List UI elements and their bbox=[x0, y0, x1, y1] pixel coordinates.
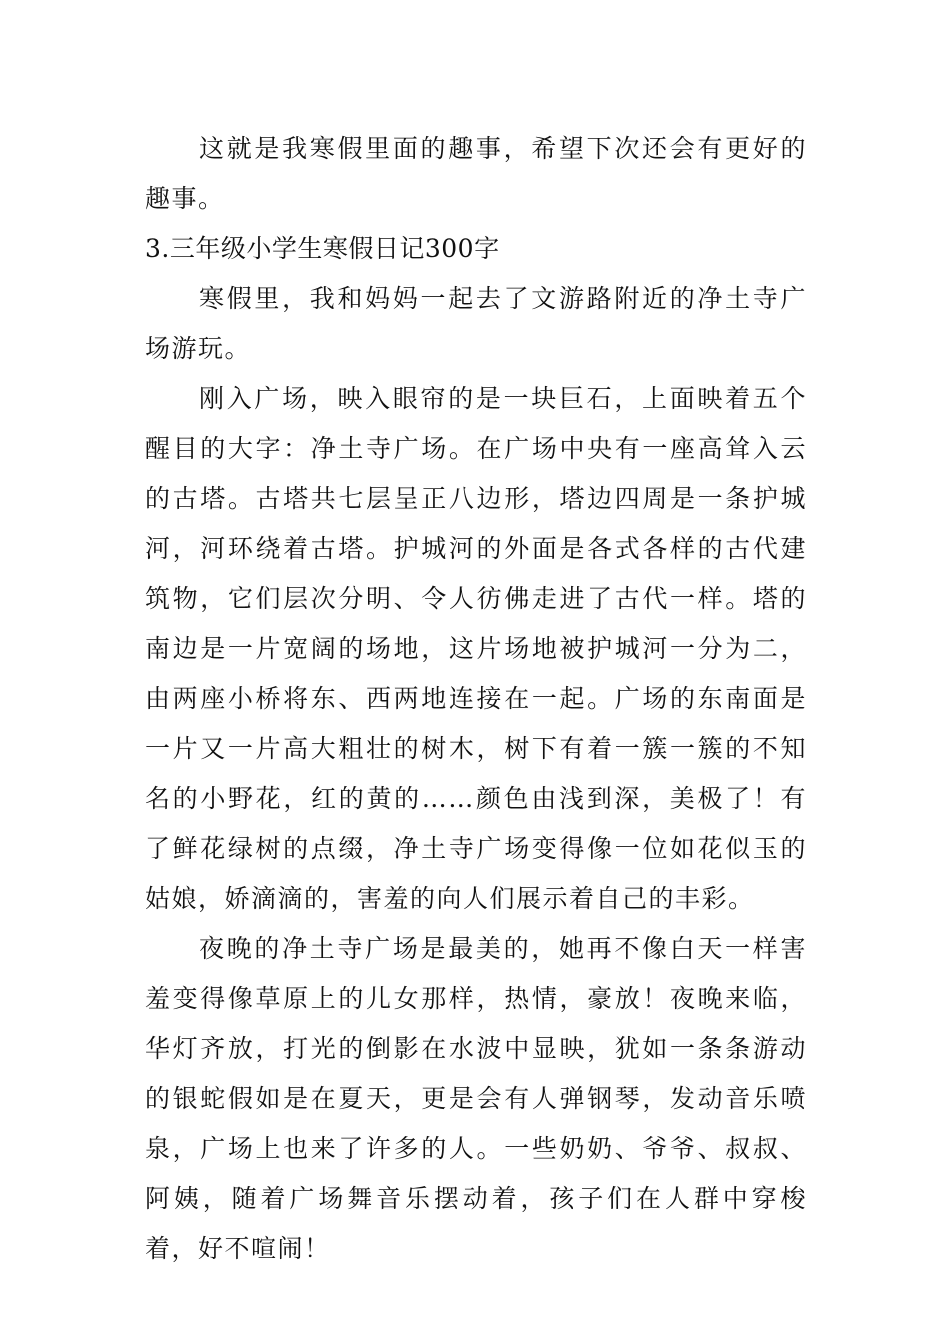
document-body bbox=[145, 124, 807, 1274]
paragraph-daytime: 刚入广场，映入眼帘的是一块巨石，上面映着五个醒目的大字：净土寺广场。在广场中央有一座高耸入云的古塔。古塔共七层呈正八边形，塔边四周是一条护城河，河环绕着古塔。护城河的外面是各式各样的古代建筑物，它们层次分明、令人彷佛走进了古代一样。塔的南边是一片宽阔的场地，这片场地被护城河一分为二，由两座小桥将东、西两地连接在一起。广场的东南面是一片又一片高大粗壮的树木，树下有着一簇一簇的不知名的小野花，红的黄的……颜色由浅到深，美极了！有了鲜花绿树的点缀，净土寺广场变得像一位如花似玉的姑娘，娇滴滴的，害羞的向人们展示着自己的丰彩。 bbox=[145, 384, 807, 913]
paragraph-night: 夜晚的净土寺广场是最美的，她再不像白天一样害羞变得像草原上的儿女那样，热情，豪放！夜晚来临，华灯齐放，打光的倒影在水波中显映，犹如一条条游动的银蛇假如是在夏天，更是会有人弹钢琴，发动音乐喷泉，广场上也来了许多的人。一些奶奶、爷爷、叔叔、阿姨，随着广场舞音乐摆动着，孩子们在人群中穿梭着，好不喧闹！ bbox=[145, 934, 807, 1263]
paragraph-intro: 寒假里，我和妈妈一起去了文游路附近的净土寺广场游玩。 bbox=[145, 284, 807, 363]
closing-paragraph: 这就是我寒假里面的趣事，希望下次还会有更好的趣事。 bbox=[145, 134, 807, 213]
section-heading: 3.三年级小学生寒假日记300字 bbox=[145, 234, 500, 263]
